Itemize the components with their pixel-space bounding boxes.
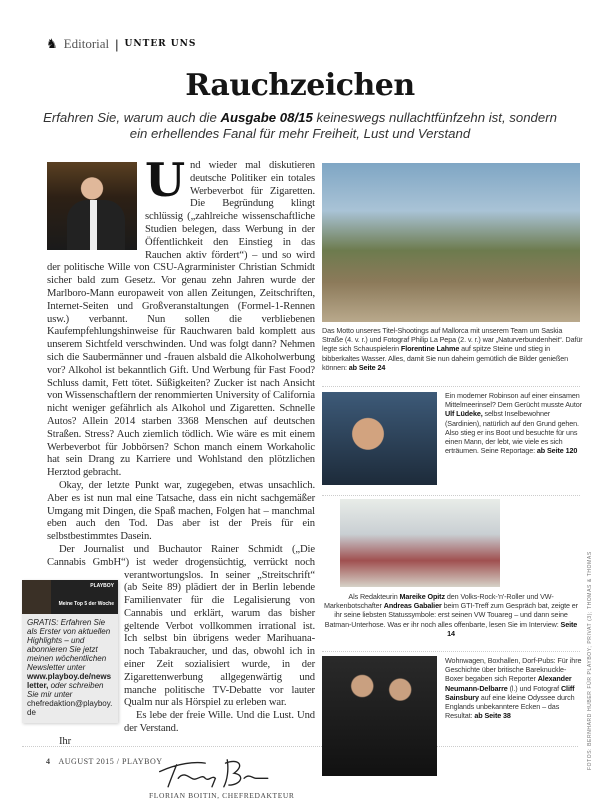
section-label: Editorial	[63, 36, 110, 51]
signature	[142, 753, 282, 791]
newsletter-box[interactable]	[22, 580, 118, 723]
subtitle: Erfahren Sie, warum auch die Ausgabe 08/15 keineswegs nullachtfünfzehn ist, sondern ein erhellendes Fanal für mehr Freiheit, Lust und Verstand	[43, 110, 557, 141]
divider	[322, 386, 580, 387]
caption: Wohnwagen, Boxhallen, Dorf-Pubs: Für ihre Geschichte über britische Bareknuckle-Boxer begaben sich Reporter Alexander Neumann-Delbarre (l.) und Fotograf Cliff Sainsbury auf eine kleine Odyssee durch Englands unbekanntere Ecken – das Resultat: ab Seite 38	[445, 656, 582, 721]
photo-boxers	[322, 656, 437, 776]
playboy-bunny-icon: ♞	[46, 36, 58, 51]
email-link[interactable]: chefredaktion@playboy.de	[27, 699, 113, 717]
divider	[22, 746, 578, 747]
paragraph: Der Journalist und Buchautor Rainer Schmidt („Die Cannabis GmbH“) ist weder drogensüchtig, verrückt noch verantwortungslos. In seiner „Streitschrift“ (ab Seite 89) plädiert der in Berlin lebende Familienvater für die Legalisierung von Cannabis und erklärt, warum das bisher geltende Verbot vollkommen irrational ist. Ich selbst bin übrigens weder Marihuana- noch Tabakraucher, und das, obwohl ich in einer Zeit sozialisiert wurde, in der Zigarettenwerbung allgegenwärtig und manche politische TV-Debatte vor lauter Qualm nur als Hörspiel zu erleben war.	[47, 543, 315, 709]
page-title: Rauchzeichen	[185, 68, 415, 103]
drop-cap: U	[145, 153, 186, 207]
page-footer	[46, 757, 163, 766]
paragraph: nd wieder mal diskutieren deutsche Politiker ein totales Werbeverbot für Zigaretten. Die Begründung klingt schlüssig („zahlreiche wissenschaftliche Studien belegen, dass Werbung in der Öffentlichkeit den Einstieg in das Rauchen aktiv fördert“) – und so wird der politische Wille von CSU-Agrarminister Christian Schmidt sicher bald zum Gesetz. Vor genau zehn Jahren wurde der Marlboro-Mann europaweit von allen Zeitungen, Zeitschriften, Internet-Seiten und Großveranstaltungen (Formel-1-Rennen usw.) verbannt. Nun sollen die verbliebenen Kaufempfehlungshinweise für Rauchwaren bald komplett aus unserem Sichtfeld verschwinden. Und was folgt dann? Nehmen sich die Saubermänner und -frauen alsbald die Alkoholwerbung vor? Alkohol ist bekanntlich Gift. Und Werbung für Fast Food? Schluss damit, Fett tötet. Süßigkeiten? Zucker ist nach Ansicht von Wissenschaftlern der renommierten University of California nicht weniger gefährlich als Alkohol und Zigaretten. Schnelle Autos? Allein 2014 starben 3368 Menschen auf deutschen Straßen. Stress? Auch ziemlich tödlich. Wie wäre es mit einem Werbeverbot für Jobbörsen? Schon manch einem Workaholic hat sein Drang zu Karriere und Wohlstand den plötzlichen Herztod gebracht.	[47, 160, 315, 479]
caption: Das Motto unseres Titel-Shootings auf Mallorca mit unserem Team um Saskia Straße (4. v. r.) und Fotograf Philip La Pepa (2. v. r.) war „Naturverbundenheit“. Dafür legte sich Schauspielerin Florentine Lahme auf spitze Steine und stieg in bibberkaltes Wasser. Alles, damit Sie nun daheim gemütlich die Bilder genießen können: ab Seite 24	[322, 326, 583, 372]
subsection-label: UNTER UNS	[124, 39, 197, 49]
caption: Als Redakteurin Mareike Opitz den Volks-Rock-'n'-Roller und VW-Markenbotschafter Andreas Gabalier beim GTI-Treff zum Gespräch bat, zeigte er ihr seine liebsten Statussymbole: erst seinen VW Touareg – und dann seine Batman-Unterhose. Was er ihr noch alles offenbarte, lesen Sie im Interview: Seite 14	[324, 592, 578, 638]
newsletter-link[interactable]: www.playboy.de/newsletter,	[27, 672, 112, 690]
closing: Ihr	[59, 735, 72, 747]
paragraph: Okay, der letzte Punkt war, zugegeben, etwas unsachlich. Aber es ist nun mal eine Tatsache, dass ein nicht sachgemäßer Umgang mit Dingen, die Spaß machen, Folgen hat – manchmal eben auch den Tod. Das aber ist der Preis für ein selbstbestimmtes Dasein.	[47, 479, 315, 543]
photo-credit: FOTOS: BERNHARD HUBER FÜR PLAYBOY; PRIVAT (3); THOMAS & THOMAS	[587, 551, 593, 770]
newsletter-banner	[22, 580, 118, 614]
author-portrait	[47, 162, 137, 250]
newsletter-text: GRATIS: Erfahren Sie als Erster von aktuellen Highlights – und abonnieren Sie jetzt meinen wöchentlichen Newsletter unter www.playboy.de/newsletter, oder schreiben Sie mir unter chefredaktion@playboy.de	[27, 618, 113, 717]
photo-vw-interview	[340, 499, 500, 587]
photo-team-mallorca	[322, 163, 580, 322]
article-body	[27, 153, 315, 801]
photo-author-selfie	[322, 392, 437, 485]
issue-label: AUGUST 2015 / PLAYBOY	[58, 757, 163, 766]
divider: |	[115, 36, 119, 52]
caption: Ein moderner Robinson auf einer einsamen Mittelmeerinsel? Dem Gerücht musste Autor Ulf Lüdeke, selbst Inselbewohner (Sardinien), natürlich auf den Grund gehen. Also stieg er ins Boot und besuchte für uns einen Mann, der lebt, wie viele es sich erträumen. Seine Reportage: ab Seite 120	[445, 391, 582, 456]
paragraph: Es lebe der freie Wille. Und die Lust. Und der Verstand.	[124, 710, 315, 735]
section-header	[46, 36, 196, 52]
banner-title: Meine Top 5 der Woche	[58, 601, 114, 607]
divider	[322, 651, 580, 652]
divider	[322, 495, 580, 496]
page-number: 4	[46, 757, 51, 766]
signature-caption: FLORIAN BOITIN, CHEFREDAKTEUR	[149, 790, 295, 800]
brand-logo: PLAYBOY	[90, 583, 114, 589]
